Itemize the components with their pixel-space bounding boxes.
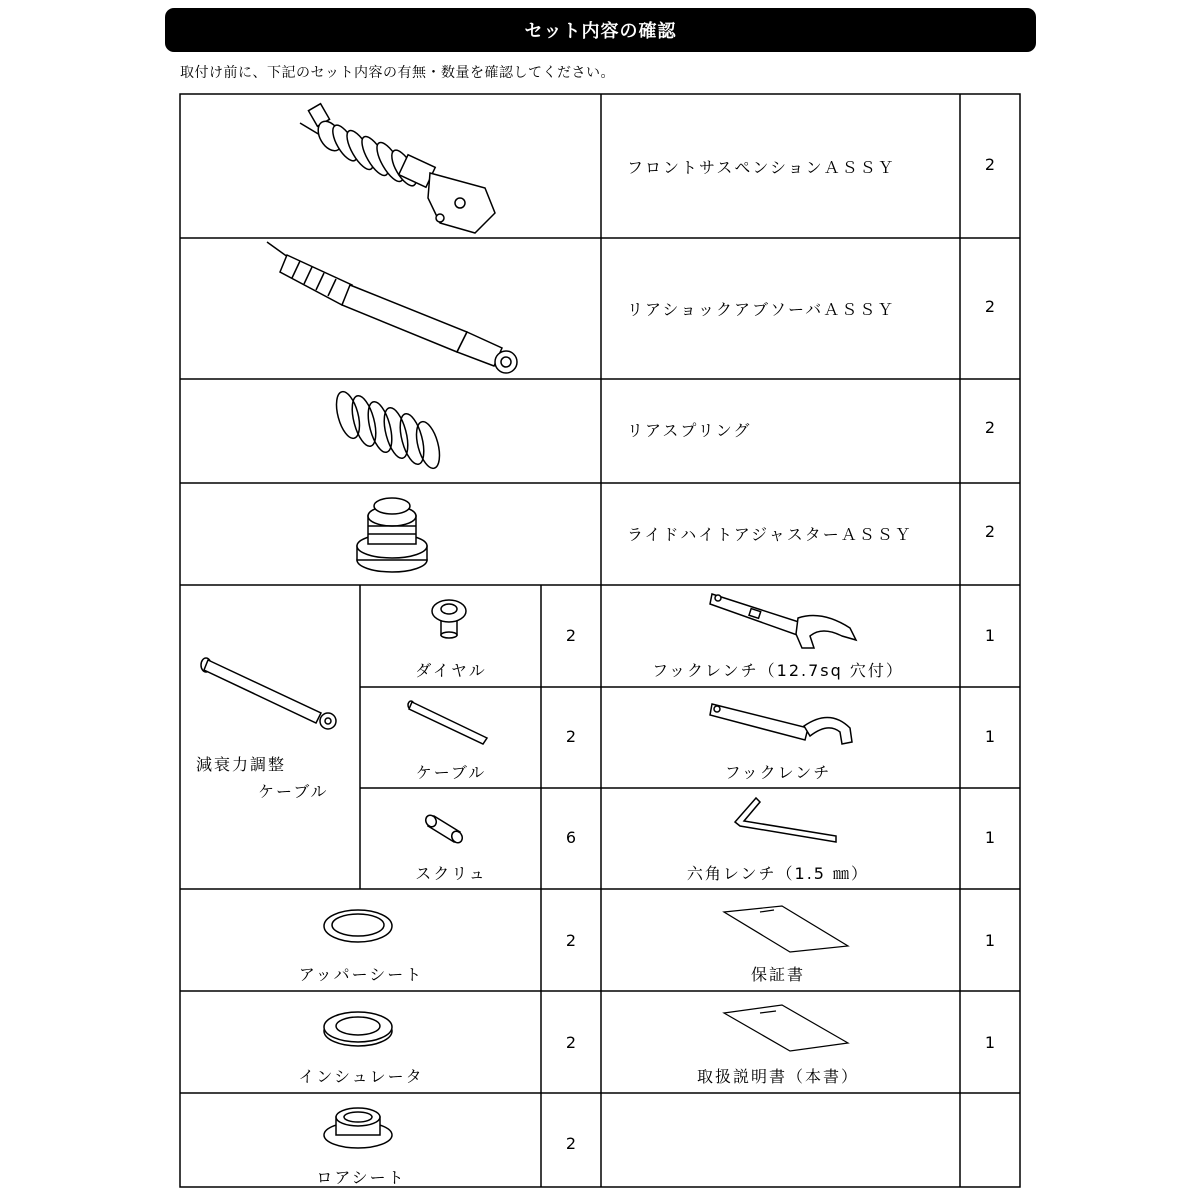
item-name-upper-seat: アッパーシート (298, 965, 424, 984)
item-qty-hook-wrench-hole: 1 (984, 626, 996, 645)
item-qty-manual: 1 (984, 1033, 996, 1052)
front-suspension-illustration (290, 98, 500, 236)
item-name-insulator: インシュレータ (298, 1067, 424, 1086)
item-name-manual: 取扱説明書（本書） (696, 1067, 860, 1086)
item-name-warranty: 保証書 (750, 965, 806, 984)
item-qty-dial: 2 (565, 626, 577, 645)
item-qty-upper-seat: 2 (565, 931, 577, 950)
lower-seat-illustration (320, 1105, 396, 1151)
item-qty-front-suspension: 2 (984, 155, 996, 174)
item-name-rear-spring: リアスプリング (627, 421, 752, 440)
item-name-cable: ケーブル (415, 763, 487, 782)
item-name-ride-height-adjuster: ライドハイトアジャスターＡＳＳＹ (627, 525, 913, 544)
item-name-lower-seat: ロアシート (316, 1168, 406, 1187)
item-qty-lower-seat: 2 (565, 1134, 577, 1153)
item-qty-ride-height-adjuster: 2 (984, 522, 996, 541)
rear-spring-illustration (330, 385, 448, 473)
warranty-illustration (722, 904, 850, 954)
item-qty-rear-shock: 2 (984, 297, 996, 316)
item-qty-hex-wrench: 1 (984, 828, 996, 847)
hook-wrench-illustration (710, 698, 856, 746)
item-name-screw: スクリュ (415, 864, 487, 883)
hook-wrench-hole-illustration (710, 588, 860, 652)
upper-seat-illustration (320, 906, 396, 946)
dial-illustration (430, 597, 468, 639)
section-title: セット内容の確認 (524, 21, 677, 42)
manual-illustration (722, 1003, 850, 1053)
item-name-hex-wrench: 六角レンチ（1.5 ㎜） (686, 864, 870, 883)
item-qty-rear-spring: 2 (984, 418, 996, 437)
item-name-rear-shock: リアショックアブソーバＡＳＳＹ (627, 300, 896, 319)
item-name-dial: ダイヤル (415, 661, 487, 680)
damping-cable-label-line2: ケーブル (258, 782, 329, 801)
ride-height-adjuster-illustration (352, 492, 432, 578)
insulator-illustration (320, 1007, 396, 1049)
item-qty-warranty: 1 (984, 931, 996, 950)
hex-wrench-illustration (732, 796, 840, 850)
rear-shock-illustration (262, 240, 522, 376)
item-qty-hook-wrench: 1 (984, 727, 996, 746)
damping-cable-illustration (196, 655, 342, 733)
item-qty-screw: 6 (565, 828, 577, 847)
item-qty-insulator: 2 (565, 1033, 577, 1052)
item-name-front-suspension: フロントサスペンションＡＳＳＹ (627, 158, 896, 177)
damping-cable-label-line1: 減衰力調整 (196, 755, 287, 774)
item-name-hook-wrench: フックレンチ (724, 763, 832, 782)
intro-note: 取付け前に、下記のセット内容の有無・数量を確認してください。 (180, 65, 615, 81)
item-qty-cable: 2 (565, 727, 577, 746)
screw-illustration (428, 810, 468, 844)
item-name-hook-wrench-hole: フックレンチ（12.7sq 穴付） (652, 661, 904, 680)
cable-illustration (405, 700, 495, 746)
